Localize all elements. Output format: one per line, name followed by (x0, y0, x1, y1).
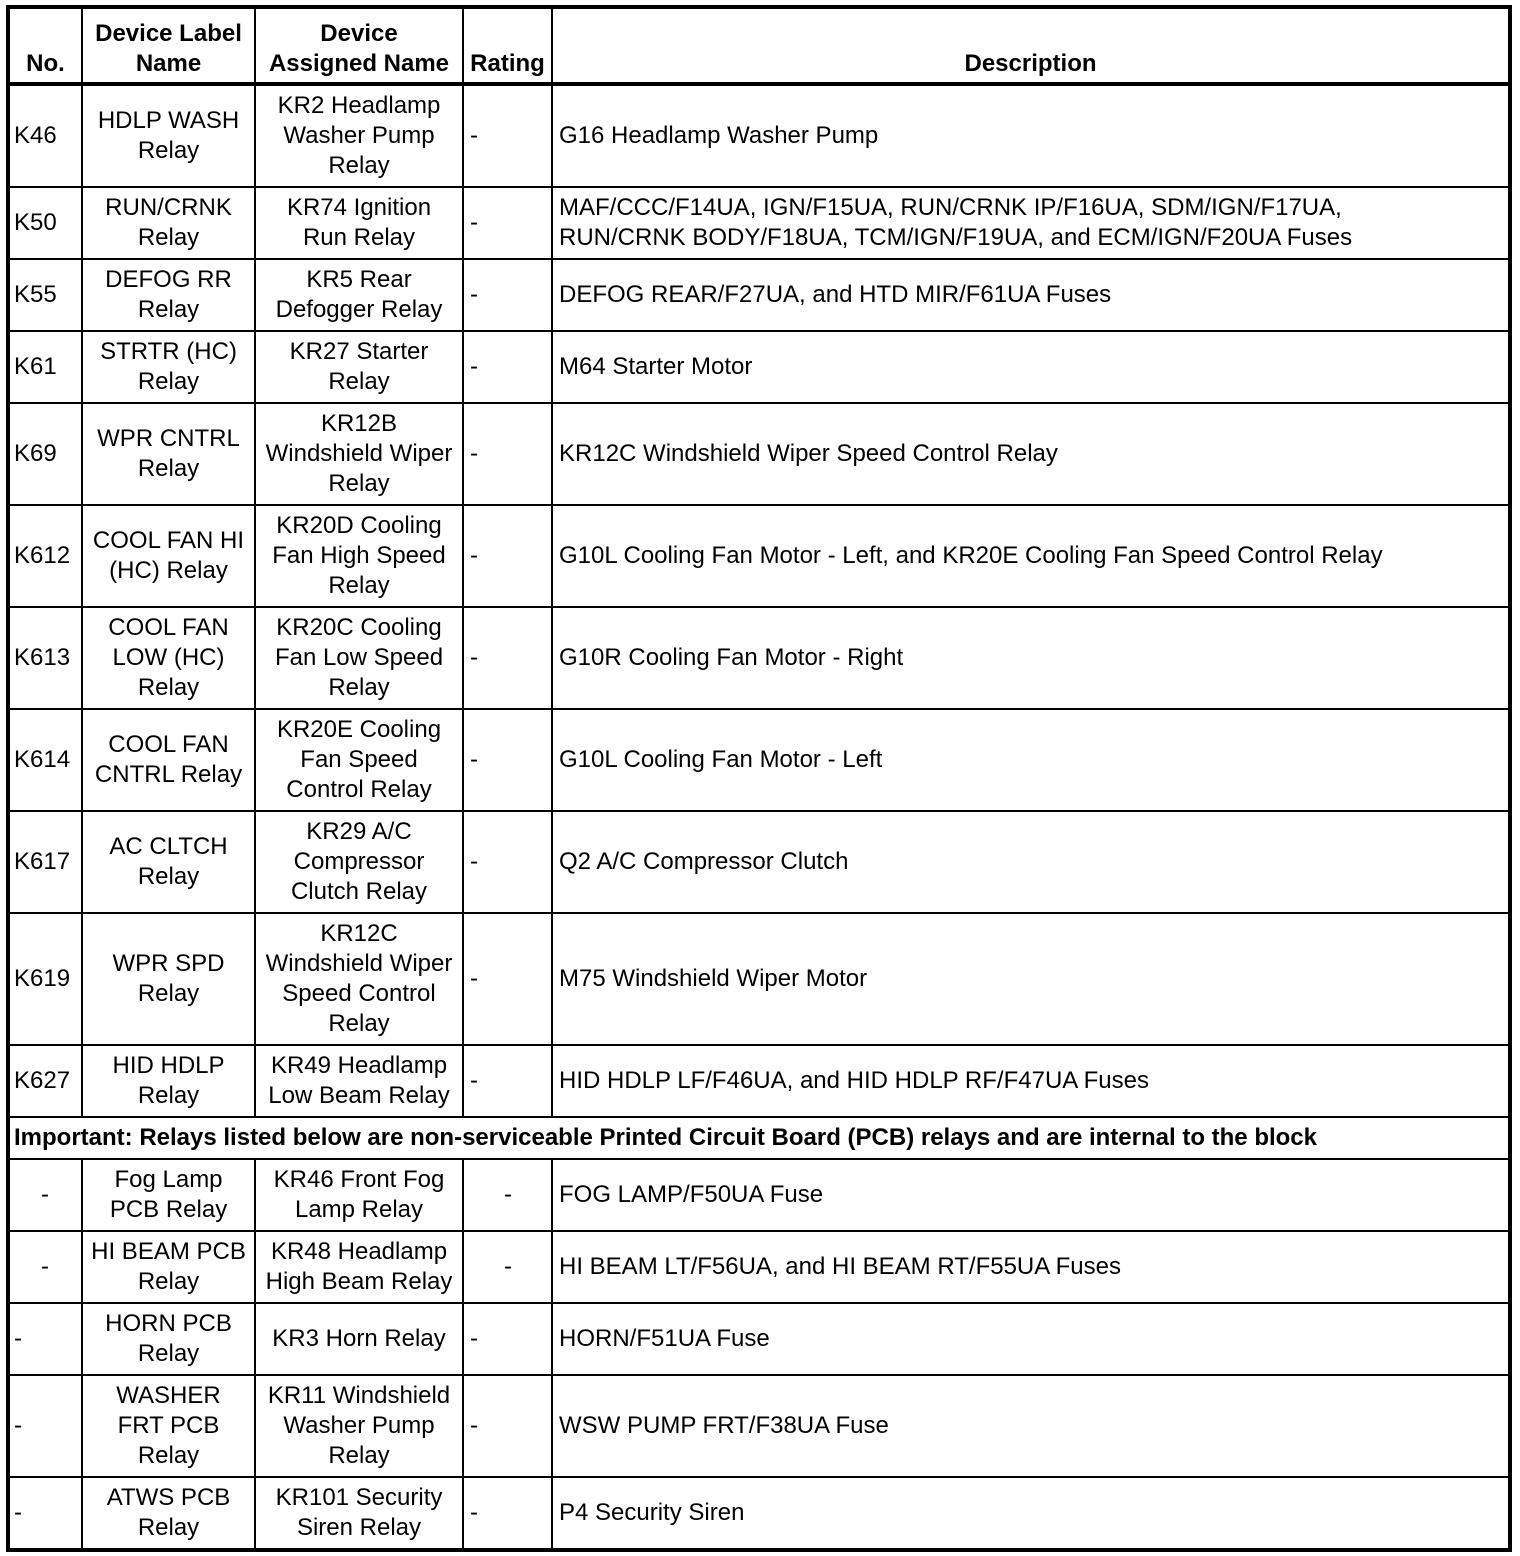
cell-line: Windshield Wiper (265, 950, 453, 977)
cell-line: Relay (328, 1442, 390, 1469)
important-note: Important: Relays listed below are non-serviceable Printed Circuit Board (PCB) relays and are internal to the block (8, 1117, 1510, 1159)
cell-line: Compressor (293, 848, 425, 875)
cell-device-label-name (82, 1303, 255, 1375)
cell-line: Relay (137, 455, 200, 482)
table-row (8, 403, 1510, 505)
cell-description (552, 1159, 1510, 1231)
cell-line: KR46 Front Fog (273, 1166, 445, 1193)
cell-line: STRTR (HC) (100, 338, 237, 365)
cell-rating: - (463, 331, 552, 403)
cell-line: Relay (137, 1514, 200, 1541)
cell-line: DEFOG REAR/F27UA, and HTD MIR/F61UA Fuses (559, 281, 1112, 308)
header-no (8, 7, 82, 84)
cell-no: K617 (8, 811, 82, 913)
cell-description (552, 505, 1510, 607)
cell-device-assigned-name (255, 1477, 463, 1550)
header-assigned-line1: Device (320, 20, 398, 47)
header-device-label-name (82, 7, 255, 84)
cell-line: KR12C (320, 920, 398, 947)
cell-rating: - (463, 913, 552, 1045)
cell-line: FRT PCB (117, 1412, 220, 1439)
cell-line: (HC) Relay (109, 557, 228, 584)
cell-line: HID HDLP (112, 1052, 225, 1079)
cell-line: DEFOG RR (105, 266, 232, 293)
cell-line: Relay (137, 674, 200, 701)
cell-line: Relay (328, 572, 390, 599)
header-rating (463, 7, 552, 84)
cell-device-label-name (82, 1375, 255, 1477)
cell-line: Relay (137, 1442, 200, 1469)
cell-line: Fan Speed (300, 746, 418, 773)
cell-line: KR101 Security (275, 1484, 443, 1511)
cell-line: KR29 A/C (306, 818, 412, 845)
cell-line: Washer Pump (283, 122, 435, 149)
cell-device-label-name (82, 84, 255, 187)
cell-description (552, 84, 1510, 187)
cell-no: K55 (8, 259, 82, 331)
cell-line: Relay (328, 674, 390, 701)
cell-line: HID HDLP LF/F46UA, and HID HDLP RF/F47UA Fuses (559, 1067, 1149, 1094)
cell-line: PCB Relay (109, 1196, 228, 1223)
cell-device-label-name (82, 709, 255, 811)
cell-rating: - (463, 187, 552, 259)
cell-device-assigned-name (255, 259, 463, 331)
table-row (8, 1045, 1510, 1117)
cell-description (552, 913, 1510, 1045)
cell-line: LOW (HC) (112, 644, 225, 671)
cell-line: HORN/F51UA Fuse (559, 1325, 770, 1352)
cell-rating: - (463, 84, 552, 187)
cell-line: Relay (137, 1340, 200, 1367)
cell-line: Relay (328, 470, 390, 497)
cell-line: Siren Relay (296, 1514, 422, 1541)
cell-device-assigned-name (255, 84, 463, 187)
cell-line: CNTRL Relay (94, 761, 243, 788)
cell-line: Relay (137, 368, 200, 395)
cell-line: RUN/CRNK (105, 194, 232, 221)
table-row (8, 84, 1510, 187)
cell-device-assigned-name (255, 709, 463, 811)
header-label-line1: Device Label (95, 20, 242, 47)
cell-device-assigned-name (255, 607, 463, 709)
cell-line: RUN/CRNK BODY/F18UA, TCM/IGN/F19UA, and ECM/IGN/F20UA Fuses (559, 224, 1353, 251)
cell-line: Relay (137, 224, 200, 251)
cell-line: COOL FAN HI (92, 527, 245, 554)
cell-rating: - (463, 1231, 552, 1303)
cell-rating: - (463, 1045, 552, 1117)
cell-no: - (8, 1303, 82, 1375)
cell-line: Clutch Relay (290, 878, 428, 905)
cell-rating: - (463, 1375, 552, 1477)
cell-line: Washer Pump (283, 1412, 435, 1439)
cell-line: Speed Control (282, 980, 436, 1007)
table-row (8, 259, 1510, 331)
cell-description (552, 709, 1510, 811)
cell-no: K627 (8, 1045, 82, 1117)
table-row (8, 607, 1510, 709)
cell-no: - (8, 1231, 82, 1303)
relay-table (6, 5, 1512, 1552)
cell-line: MAF/CCC/F14UA, IGN/F15UA, RUN/CRNK IP/F16UA, SDM/IGN/F17UA, (559, 194, 1342, 221)
cell-line: AC CLTCH (109, 833, 228, 860)
cell-line: KR2 Headlamp (277, 92, 441, 119)
cell-line: WPR CNTRL (97, 425, 240, 452)
cell-description (552, 1477, 1510, 1550)
cell-line: G16 Headlamp Washer Pump (559, 122, 879, 149)
table-row (8, 1159, 1510, 1231)
cell-device-label-name (82, 1231, 255, 1303)
cell-no: K614 (8, 709, 82, 811)
cell-device-assigned-name (255, 1045, 463, 1117)
cell-description (552, 187, 1510, 259)
cell-device-assigned-name (255, 505, 463, 607)
cell-line: WPR SPD (112, 950, 225, 977)
cell-device-label-name (82, 259, 255, 331)
cell-line: M75 Windshield Wiper Motor (559, 965, 868, 992)
cell-rating: - (463, 709, 552, 811)
cell-line: Relay (137, 296, 200, 323)
table-row (8, 913, 1510, 1045)
cell-device-label-name (82, 187, 255, 259)
table-row (8, 1231, 1510, 1303)
header-description-text: Description (964, 50, 1097, 77)
cell-no: - (8, 1159, 82, 1231)
cell-line: Q2 A/C Compressor Clutch (559, 848, 849, 875)
cell-line: Fan Low Speed (274, 644, 444, 671)
relay-table-body (8, 84, 1510, 1550)
table-row (8, 709, 1510, 811)
cell-description (552, 403, 1510, 505)
cell-line: Relay (137, 980, 200, 1007)
cell-line: G10R Cooling Fan Motor - Right (559, 644, 904, 671)
header-row (8, 7, 1510, 84)
important-note-row (8, 1117, 1510, 1159)
header-assigned-line2: Assigned Name (268, 50, 450, 77)
cell-no: K61 (8, 331, 82, 403)
cell-line: HORN PCB (105, 1310, 232, 1337)
cell-rating: - (463, 811, 552, 913)
cell-line: COOL FAN (108, 731, 229, 758)
cell-line: KR49 Headlamp (270, 1052, 448, 1079)
cell-description (552, 811, 1510, 913)
cell-line: Relay (328, 368, 390, 395)
cell-device-label-name (82, 607, 255, 709)
cell-line: KR27 Starter (289, 338, 429, 365)
cell-line: G10L Cooling Fan Motor - Left (559, 746, 883, 773)
table-row (8, 505, 1510, 607)
table-row (8, 811, 1510, 913)
cell-line: WSW PUMP FRT/F38UA Fuse (559, 1412, 889, 1439)
cell-description (552, 1231, 1510, 1303)
cell-no: K613 (8, 607, 82, 709)
cell-line: HDLP WASH (97, 107, 240, 134)
header-description (552, 7, 1510, 84)
cell-rating: - (463, 403, 552, 505)
cell-no: K46 (8, 84, 82, 187)
cell-line: G10L Cooling Fan Motor - Left, and KR20E Cooling Fan Speed Control Relay (559, 542, 1383, 569)
table-row (8, 1477, 1510, 1550)
cell-device-assigned-name (255, 1375, 463, 1477)
cell-description (552, 331, 1510, 403)
cell-line: KR48 Headlamp (270, 1238, 448, 1265)
table-row (8, 1375, 1510, 1477)
cell-device-assigned-name (255, 331, 463, 403)
cell-device-label-name (82, 1477, 255, 1550)
cell-device-assigned-name (255, 1303, 463, 1375)
header-rating-text: Rating (470, 50, 545, 77)
cell-rating: - (463, 259, 552, 331)
cell-device-label-name (82, 1045, 255, 1117)
cell-line: Relay (328, 152, 390, 179)
cell-rating: - (463, 607, 552, 709)
table-row (8, 1303, 1510, 1375)
cell-rating: - (463, 505, 552, 607)
cell-line: KR3 Horn Relay (272, 1325, 446, 1352)
header-label-line2: Name (135, 50, 202, 77)
cell-no: K619 (8, 913, 82, 1045)
cell-line: KR11 Windshield (267, 1382, 451, 1409)
cell-line: KR20C Cooling (276, 614, 442, 641)
cell-description (552, 259, 1510, 331)
cell-device-assigned-name (255, 1231, 463, 1303)
cell-line: ATWS PCB (106, 1484, 231, 1511)
cell-description (552, 1303, 1510, 1375)
cell-rating: - (463, 1159, 552, 1231)
cell-device-assigned-name (255, 811, 463, 913)
cell-line: FOG LAMP/F50UA Fuse (559, 1181, 824, 1208)
cell-description (552, 607, 1510, 709)
cell-no: K612 (8, 505, 82, 607)
cell-device-assigned-name (255, 187, 463, 259)
cell-device-label-name (82, 331, 255, 403)
cell-line: High Beam Relay (265, 1268, 453, 1295)
cell-line: Run Relay (302, 224, 416, 251)
cell-line: KR20E Cooling (276, 716, 442, 743)
cell-device-assigned-name (255, 913, 463, 1045)
cell-line: Low Beam Relay (268, 1082, 450, 1109)
cell-line: Fog Lamp (114, 1166, 223, 1193)
cell-rating: - (463, 1477, 552, 1550)
cell-line: HI BEAM LT/F56UA, and HI BEAM RT/F55UA Fuses (559, 1253, 1121, 1280)
cell-line: KR12C Windshield Wiper Speed Control Relay (559, 440, 1058, 467)
cell-line: M64 Starter Motor (559, 353, 753, 380)
table-row (8, 187, 1510, 259)
cell-line: Relay (137, 863, 200, 890)
cell-line: Control Relay (286, 776, 432, 803)
cell-line: Relay (328, 1010, 390, 1037)
cell-device-label-name (82, 811, 255, 913)
cell-line: Windshield Wiper (265, 440, 453, 467)
cell-line: Relay (137, 1082, 200, 1109)
cell-no: K50 (8, 187, 82, 259)
cell-no: - (8, 1375, 82, 1477)
cell-line: Relay (137, 1268, 200, 1295)
cell-line: Lamp Relay (294, 1196, 424, 1223)
table-row (8, 331, 1510, 403)
header-no-text: No. (26, 50, 65, 77)
cell-device-label-name (82, 505, 255, 607)
cell-line: KR12B (320, 410, 398, 437)
cell-line: Fan High Speed (272, 542, 446, 569)
cell-line: COOL FAN (108, 614, 229, 641)
cell-line: WASHER (116, 1382, 221, 1409)
cell-device-assigned-name (255, 403, 463, 505)
cell-line: P4 Security Siren (559, 1499, 745, 1526)
cell-description (552, 1045, 1510, 1117)
cell-no: - (8, 1477, 82, 1550)
cell-line: Relay (137, 137, 200, 164)
cell-line: HI BEAM PCB (91, 1238, 246, 1265)
header-device-assigned-name (255, 7, 463, 84)
cell-device-label-name (82, 913, 255, 1045)
cell-line: KR74 Ignition (286, 194, 432, 221)
cell-device-label-name (82, 1159, 255, 1231)
cell-line: KR5 Rear (306, 266, 412, 293)
cell-description (552, 1375, 1510, 1477)
cell-device-label-name (82, 403, 255, 505)
cell-line: Defogger Relay (275, 296, 443, 323)
relay-table-page (6, 5, 1508, 1552)
cell-rating: - (463, 1303, 552, 1375)
cell-device-assigned-name (255, 1159, 463, 1231)
cell-no: K69 (8, 403, 82, 505)
cell-line: KR20D Cooling (276, 512, 442, 539)
